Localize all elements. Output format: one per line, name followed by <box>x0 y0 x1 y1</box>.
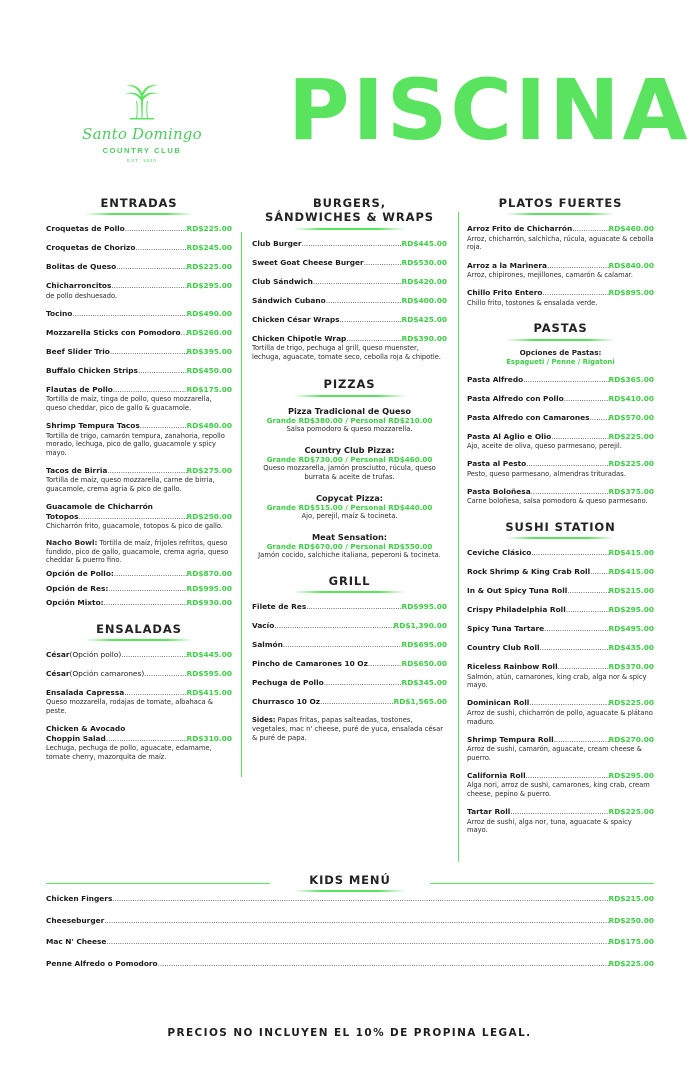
pizza-item <box>252 445 447 482</box>
item-price: RD$175.00 <box>608 937 654 946</box>
item-price: RD$370.00 <box>608 662 654 672</box>
item-name: César <box>46 668 70 678</box>
item-name: Arroz Frito de Chicharrón <box>467 224 573 234</box>
item-price: RD$410.00 <box>608 393 654 403</box>
item-price: RD$365.00 <box>608 374 654 384</box>
pizza-name: Country Club Pizza: <box>304 444 395 455</box>
item-name: Club Sándwich <box>252 276 313 286</box>
menu-item <box>467 459 654 478</box>
item-price: RD$295.00 <box>186 281 232 291</box>
item-description: Alga nori, arroz de sushi, camarones, king crab, cream cheese, pepino & puerro. <box>467 781 650 798</box>
item-price: RD$415.00 <box>608 567 654 577</box>
menu-item <box>252 239 447 250</box>
item-price: RD$445.00 <box>186 649 232 659</box>
option-name: Opción de Pollo: <box>46 569 114 578</box>
option-price: RD$930.00 <box>186 598 232 607</box>
item-price: RD$295.00 <box>608 770 654 780</box>
item-name: Dominican Roll <box>467 698 530 708</box>
section-title: KIDS MENÚ <box>309 873 391 887</box>
menu-item <box>467 771 654 799</box>
item-name: Crispy Philadelphia Roll <box>467 605 566 615</box>
pasta-options: Espagueti / Penne / Rigatoni <box>506 357 615 366</box>
item-price: RD$435.00 <box>608 643 654 653</box>
section-header-entradas <box>46 196 232 215</box>
menu-item <box>252 277 447 288</box>
item-price: RD$225.00 <box>186 262 232 272</box>
item-name: César <box>46 649 70 659</box>
item-name: Penne Alfredo o Pomodoro <box>46 958 158 968</box>
option-price: RD$870.00 <box>186 569 232 578</box>
footer-note: PRECIOS NO INCLUYEN EL 10% DE PROPINA LEGAL. <box>167 1027 532 1039</box>
item-name: Chicken & Avocado <box>46 724 126 734</box>
item-price: RD$480.00 <box>186 421 232 431</box>
section-title: ENTRADAS <box>100 196 178 210</box>
item-price: RD$295.00 <box>608 605 654 615</box>
item-price: RD$415.00 <box>608 548 654 558</box>
pizza-description: Salsa pomodoro & queso mozzarella. <box>286 425 413 434</box>
menu-item <box>46 466 232 494</box>
item-name: Shrimp Tempura Tacos <box>46 421 140 431</box>
menu-item <box>46 502 232 531</box>
menu-item <box>46 347 232 358</box>
menu-item <box>467 394 654 405</box>
item-name: Beef Slider Trio <box>46 346 110 356</box>
section-title: BURGERS, <box>313 196 386 210</box>
item-name: Pincho de Camarones 10 Oz <box>252 659 368 669</box>
item-price: RD$395.00 <box>186 346 232 356</box>
item-name: California Roll <box>467 770 526 780</box>
section-underline <box>506 213 614 215</box>
item-description: Lechuga, pechuga de pollo, aguacate, edamame, tomate cherry, mazorquita de maíz. <box>46 744 212 761</box>
item-name: Vacío <box>252 621 275 631</box>
sides-text: Papas fritas, papas salteadas, tostones, vegetales, mac n' cheese, puré de yuca, ensalada césar & puré de papa. <box>252 716 444 742</box>
item-name: Bolitas de Queso <box>46 262 117 272</box>
section-underline <box>293 591 406 593</box>
item-note: (Opción pollo) <box>69 649 122 659</box>
brand-est: EST. 1920 <box>127 158 157 163</box>
menu-item <box>467 698 654 726</box>
menu-item <box>46 328 232 339</box>
pizza-name: Meat Sensation: <box>311 531 388 542</box>
menu-item <box>467 735 654 763</box>
item-price: RD$450.00 <box>186 365 232 375</box>
item-price: RD$530.00 <box>401 257 447 267</box>
item-name: Chicken Fingers <box>46 894 113 903</box>
item-price: RD$420.00 <box>401 276 447 286</box>
menu-item <box>252 296 447 307</box>
menu-item <box>46 916 654 927</box>
menu-item <box>46 937 654 948</box>
menu-item <box>467 487 654 506</box>
item-price: RD$840.00 <box>608 260 654 270</box>
item-name: Sweet Goat Cheese Burger <box>252 257 364 267</box>
item-price: RD$175.00 <box>186 384 232 394</box>
menu-item <box>467 413 654 424</box>
item-name: Shrimp Tempura Roll <box>467 734 554 744</box>
sides-label: Sides: <box>252 716 276 725</box>
section-title: ENSALADAS <box>96 621 182 636</box>
menu-option <box>46 584 232 595</box>
item-description: Arroz de sushi, alga nor, tuna, aguacate & spaicy mayo. <box>467 817 632 835</box>
item-price: RD$275.00 <box>186 465 232 475</box>
menu-item <box>252 678 447 689</box>
item-name: Country Club Roll <box>467 643 540 653</box>
menu-item <box>252 697 447 708</box>
item-price: RD$490.00 <box>186 308 232 318</box>
menu-item <box>252 621 447 632</box>
item-price: RD$415.00 <box>186 687 232 697</box>
page-title: PISCINA <box>288 61 691 159</box>
item-description: Salmón, atún, camarones, king crab, alga nor & spicy mayo. <box>467 672 647 690</box>
menu-item <box>46 385 232 413</box>
item-price: RD$390.00 <box>401 333 447 343</box>
section-underline <box>85 639 193 641</box>
item-price: RD$260.00 <box>186 327 232 337</box>
menu-item <box>467 567 654 578</box>
menu-option <box>46 598 232 609</box>
item-description: Ajo, aceite de oliva, queso parmesano, perejil. <box>467 442 622 451</box>
item-name: Chicken César Wraps <box>252 314 340 324</box>
palm-tree-icon <box>120 80 164 124</box>
item-name: Filete de Res <box>252 602 307 612</box>
item-description: Tortilla de trigo, camarón tempura, zanahoria, repollo morado, lechuga, pico de gallo, guacamole y spicy mayo. <box>46 431 225 457</box>
kids-menu <box>46 894 654 980</box>
item-price: RD$225.00 <box>608 459 654 469</box>
column-divider-left <box>241 232 242 777</box>
item-price: RD$425.00 <box>401 314 447 324</box>
section-title: PLATOS FUERTES <box>498 196 623 210</box>
brand-script: Santo Domingo <box>82 125 202 143</box>
brand-club: COUNTRY CLUB <box>102 146 182 155</box>
section-underline <box>506 339 614 341</box>
item-name: Flautas de Pollo <box>46 384 113 394</box>
menu-item <box>467 548 654 559</box>
column-left <box>46 196 232 770</box>
menu-item <box>46 309 232 320</box>
column-middle <box>252 196 447 743</box>
menu-item <box>46 894 654 905</box>
menu-item <box>467 605 654 616</box>
pasta-options-label: Opciones de Pastas: <box>519 347 602 357</box>
section-title-cont: SÁNDWICHES & WRAPS <box>265 210 434 225</box>
pizza-description: Queso mozzarella, jamón prosciutto, rúcula, queso burrata & aceite de trufas. <box>263 464 436 481</box>
menu-item <box>467 288 654 307</box>
item-name: In & Out Spicy Tuna Roll <box>467 586 568 596</box>
section-header-pastas <box>467 321 654 365</box>
menu-item <box>467 375 654 386</box>
menu-item <box>46 650 232 661</box>
pizza-prices: Grande RD$730.00 / Personal RD$460.00 <box>266 455 433 465</box>
item-description: Pesto, queso parmesano, almendras trituradas. <box>467 469 626 478</box>
item-price: RD$460.00 <box>608 224 654 234</box>
item-price: RD$375.00 <box>608 486 654 496</box>
item-price: RD$250.00 <box>186 511 232 521</box>
item-description: Tortilla de maíz, tinga de pollo, queso mozzarella, queso cheddar, pico de gallo & guacamole. <box>46 395 212 413</box>
menu-item <box>467 643 654 654</box>
section-title: GRILL <box>328 573 371 588</box>
item-description: Arroz, chicharrón, salchicha, rúcula, aguacate & cebolla roja. <box>467 234 654 252</box>
item-price: RD$215.00 <box>608 894 654 903</box>
item-price: RD$225.00 <box>186 224 232 234</box>
item-price: RD$995.00 <box>401 602 447 612</box>
item-price: RD$225.00 <box>608 698 654 708</box>
item-description: Arroz de sushi, chicharrón de pollo, aguacate & plátano maduro. <box>467 708 653 726</box>
option-price: RD$995.00 <box>186 583 232 593</box>
item-name: Croquetas de Chorizo <box>46 243 136 253</box>
item-price: RD$215.00 <box>608 586 654 596</box>
column-divider-mid <box>458 212 459 862</box>
item-name: Ceviche Clásico <box>467 548 532 558</box>
pizza-name: Pizza Tradicional de Queso <box>287 405 412 416</box>
menu-item <box>46 539 232 565</box>
item-name: Club Burger <box>252 238 302 248</box>
item-price: RD$225.00 <box>608 807 654 817</box>
item-name: Chillo Frito Entero <box>467 288 543 298</box>
section-header-ensaladas <box>46 622 232 641</box>
section-title: SUSHI STATION <box>505 519 616 534</box>
item-name: Pasta Alfredo con Camarones <box>467 412 590 422</box>
menu-item <box>252 640 447 651</box>
menu-item <box>252 315 447 326</box>
item-description: de pollo deshuesado. <box>46 291 118 300</box>
menu-option <box>46 569 232 580</box>
menu-item <box>467 586 654 597</box>
item-price: RD$345.00 <box>401 678 447 688</box>
pizza-item <box>252 532 447 560</box>
menu-item <box>467 807 654 835</box>
menu-item <box>252 602 447 613</box>
item-price: RD$225.00 <box>608 431 654 441</box>
menu-item <box>467 432 654 451</box>
section-header-burgers <box>252 196 447 230</box>
item-price: RD$1,565.00 <box>393 697 447 707</box>
item-price: RD$1,390.00 <box>393 621 447 631</box>
menu-item <box>46 959 654 970</box>
item-price: RD$570.00 <box>608 412 654 422</box>
menu-item <box>46 688 232 716</box>
item-name: Pasta Al Aglio e Olio <box>467 431 552 441</box>
item-price: RD$695.00 <box>401 640 447 650</box>
section-header-platos <box>467 196 654 215</box>
pizza-item <box>252 493 447 521</box>
item-name: Pasta Alfredo <box>467 374 524 384</box>
menu-item <box>46 224 232 235</box>
section-underline <box>293 228 406 230</box>
section-underline <box>85 213 193 215</box>
menu-item <box>252 258 447 269</box>
pizza-prices: Grande RD$515.00 / Personal RD$440.00 <box>266 503 433 513</box>
club-logo <box>72 80 212 163</box>
section-underline <box>293 395 406 397</box>
item-price: RD$595.00 <box>186 668 232 678</box>
item-name: Nacho Bowl: <box>46 538 98 548</box>
item-name: Chicharroncitos <box>46 281 112 291</box>
item-name: Sándwich Cubano <box>252 295 326 305</box>
item-price: RD$895.00 <box>608 288 654 298</box>
menu-item <box>467 261 654 280</box>
item-name: Pechuga de Pollo <box>252 678 324 688</box>
item-name: Mozzarella Sticks con Pomodoro <box>46 327 181 337</box>
menu-item <box>46 281 232 300</box>
item-price: RD$245.00 <box>186 243 232 253</box>
menu-item <box>252 659 447 670</box>
section-title: PIZZAS <box>323 377 376 392</box>
item-description: Arroz, chipirones, mejillones, camarón & calamar. <box>467 271 633 280</box>
item-description: Arroz de sushi, camarón, aguacate, cream cheese & puerro. <box>467 745 642 762</box>
column-right <box>467 196 654 843</box>
item-description: Tortilla de maíz, queso mozzarella, carne de birria, guacamole, crema agria & pico de gallo. <box>46 476 215 494</box>
section-header-grill <box>252 574 447 593</box>
menu-item <box>46 243 232 254</box>
menu-item <box>467 224 654 252</box>
item-name: Salmón <box>252 640 283 650</box>
item-description: Carne boloñesa, salsa pomodoro & queso parmesano. <box>467 497 648 506</box>
item-description: Chicharrón frito, guacamole, totopos & pico de gallo. <box>46 522 223 531</box>
item-name: Arroz a la Marinera <box>467 260 548 270</box>
item-name: Guacamole de Chicharrón <box>46 502 153 512</box>
section-header-kids <box>270 873 430 892</box>
pizza-name: Copycat Pizza: <box>315 492 384 503</box>
pizza-description: Ajo, perejil, maíz & tocineta. <box>301 512 398 521</box>
item-description: Tortilla de trigo, pechuga al grill, queso muenster, lechuga, aguacate, tomate seco, cebolla roja & chipotle. <box>252 344 441 361</box>
item-note: (Opción camarones) <box>69 668 145 678</box>
item-name: Chicken Chipotle Wrap <box>252 333 347 343</box>
menu-item <box>467 662 654 690</box>
item-name: Rock Shrimp & King Crab Roll <box>467 567 591 577</box>
item-name: Cheeseburger <box>46 915 105 925</box>
pizza-prices: Grande RD$380.00 / Personal RD$210.00 <box>266 416 433 426</box>
item-name-cont: Choppin Salad <box>46 733 106 743</box>
section-underline <box>506 537 614 539</box>
item-name: Croquetas de Pollo <box>46 224 125 234</box>
section-title: PASTAS <box>533 321 588 336</box>
item-price: RD$270.00 <box>608 734 654 744</box>
item-name-cont: Totopos <box>46 511 79 521</box>
item-price: RD$445.00 <box>401 238 447 248</box>
menu-item <box>46 262 232 273</box>
item-name: Tacos de Birria <box>46 465 108 475</box>
item-name: Pasta Alfredo con Pollo <box>467 393 564 403</box>
item-price: RD$310.00 <box>186 733 232 743</box>
item-description: Chillo frito, tostones & ensalada verde. <box>467 298 598 307</box>
menu-item <box>46 724 232 761</box>
menu-item <box>467 624 654 635</box>
item-name: Mac N' Cheese <box>46 937 107 946</box>
item-name: Churrasco 10 Oz <box>252 697 321 707</box>
item-name: Buffalo Chicken Strips <box>46 365 138 375</box>
section-header-sushi <box>467 520 654 539</box>
item-price: RD$495.00 <box>608 624 654 634</box>
item-name: Tocino <box>46 308 73 318</box>
menu-item <box>46 421 232 457</box>
item-price: RD$250.00 <box>608 915 654 925</box>
section-header-pizzas <box>252 377 447 396</box>
menu-item <box>46 669 232 680</box>
pizza-prices: Grande RD$670.00 / Personal RD$550.00 <box>266 542 433 552</box>
item-name: Spicy Tuna Tartare <box>467 624 545 634</box>
option-name: Opción Mixto: <box>46 598 104 607</box>
item-description: Queso mozzarella, rodajas de tomate, albahaca & peste. <box>46 698 213 715</box>
item-description: Tortilla de maíz, frijoles refritos, queso fundido, pico de gallo, guacamole, crema agria, queso cheddar & puerro fino. <box>46 539 229 565</box>
menu-item <box>46 366 232 377</box>
item-price: RD$400.00 <box>401 295 447 305</box>
item-name: Tartar Roll <box>467 807 511 817</box>
grill-sides <box>252 716 447 742</box>
pizza-item <box>252 406 447 434</box>
section-underline <box>294 890 406 892</box>
option-name: Opción de Res: <box>46 583 109 593</box>
item-name: Riceless Rainbow Roll <box>467 662 558 672</box>
menu-item <box>252 334 447 362</box>
item-name: Ensalada Capressa <box>46 687 125 697</box>
item-name: Pasta al Pesto <box>467 459 527 469</box>
item-price: RD$650.00 <box>401 659 447 669</box>
item-price: RD$225.00 <box>608 958 654 968</box>
item-name: Pasta Boloñesa <box>467 486 531 496</box>
pizza-description: Jamón cocido, salchiche italiana, peperoni & tocineta. <box>258 551 441 560</box>
